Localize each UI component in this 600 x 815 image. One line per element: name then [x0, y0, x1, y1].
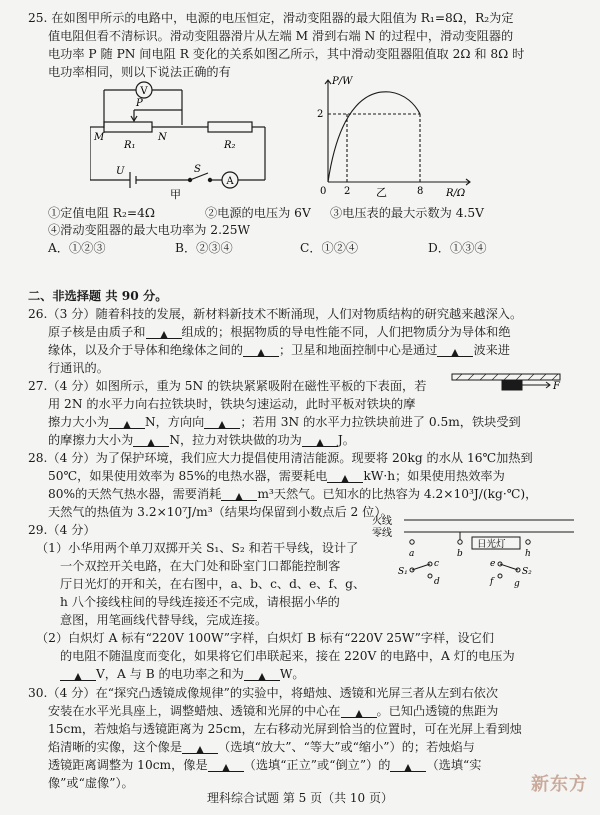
- terminal-n-label: N: [158, 132, 167, 143]
- q30-line6: 像”或“虚像”）。: [48, 776, 134, 790]
- slider-label-p: P: [136, 98, 143, 109]
- graph-origin: 0: [320, 186, 327, 197]
- q25-line3: 电功率 P 随 PN 间电阻 R 变化的关系如图乙所示，其中滑动变阻器阻值取 2Ω 和 8Ω 时: [48, 47, 525, 61]
- q25-choice-c: C．①②④: [300, 241, 359, 255]
- graph-ylabel: P/W: [332, 76, 353, 87]
- q28-line1: 28.（4 分）为了保护环境，我们应大力提倡使用清洁能源。现要将 20kg 的水从 16℃加热到: [28, 451, 533, 465]
- answer-blank[interactable]: [182, 741, 218, 754]
- answer-blank[interactable]: [302, 434, 338, 447]
- switch-s1-label: S₁: [398, 567, 408, 577]
- answer-blank[interactable]: [390, 759, 426, 772]
- q26-line4: 行通讯的。: [48, 361, 109, 375]
- q29-p1-line3: 厅日光灯的开和关，在右图中，a、b、c、d、e、f、g、: [60, 577, 366, 591]
- r2-label: R₂: [224, 140, 236, 151]
- q29-p1-line1: （1）小华用两个单刀双掷开关 S₁、S₂ 和若干导线，设计了: [36, 541, 359, 555]
- q27-line3: 擦力大小为 N，方向向 ；若用 3N 的水平力拉铁块前进了 0.5m，铁块受到: [48, 415, 521, 429]
- graph-xlabel: R/Ω: [446, 188, 466, 199]
- switch-wiring-figure: [368, 512, 578, 622]
- terminal-a[interactable]: a: [409, 549, 415, 559]
- q25-choice-d: D．①③④: [428, 241, 487, 255]
- q27-line1: 27.（4 分）如图所示，重为 5N 的铁块紧紧吸附在磁性平板的下表面，若: [28, 379, 427, 393]
- q28-line3: 80%的天然气热水器，需要消耗 m³天然气。已知水的比热容为 4.2×10³J/(kg·℃)，: [48, 487, 538, 501]
- q29-p1-line4: h 八个接线柱间的导线连接还不完成，请根据小华的: [60, 595, 340, 609]
- page-footer: 理科综合试题 第 5 页（共 10 页）: [207, 791, 393, 805]
- voltmeter-label: V: [140, 86, 148, 97]
- answer-blank[interactable]: [208, 759, 244, 772]
- q30-line2: 安装在水平光具座上，调整蜡烛、透镜和光屏的中心在 。已知凸透镜的焦距为: [48, 704, 499, 718]
- terminal-e[interactable]: e: [490, 559, 496, 569]
- answer-blank[interactable]: [327, 470, 363, 483]
- answer-blank[interactable]: [133, 434, 169, 447]
- answer-blank[interactable]: [60, 668, 96, 681]
- q26-line3: 缘体，以及介于导体和绝缘体之间的 ；卫星和地面控制中心是通过 波来进: [48, 343, 510, 357]
- q25-choice-b: B．②③④: [175, 241, 233, 255]
- q27-line4: 的摩擦力大小为 N，拉力对铁块做的功为 J。: [48, 433, 355, 447]
- terminal-c[interactable]: c: [434, 559, 440, 569]
- q25-option-4: ④滑动变阻器的最大电功率为 2.25W: [48, 223, 250, 237]
- q28-line4: 天然气的热值为 3.2×10⁷J/m³（结果均保留到小数点后 2 位）。: [48, 505, 393, 519]
- q25-line1: 25. 在如图甲所示的电路中，电源的电压恒定，滑动变阻器的最大阻值为 R₁=8Ω，R₂为定: [28, 11, 514, 25]
- q25-option-2: ②电源的电压为 6V: [205, 206, 311, 220]
- force-f-label: F: [553, 381, 560, 392]
- q29-heading: 29.（4 分）: [28, 523, 96, 537]
- q25-line2: 值电阻但看不清标识。滑动变阻器滑片从左端 M 滑到右端 N 的过程中，滑动变阻器的: [48, 29, 514, 43]
- answer-blank[interactable]: [341, 705, 377, 718]
- q29-p2-line1: （2）白炽灯 A 标有“220V 100W”字样，白炽灯 B 标有“220V 25W”字样，设它们: [36, 631, 495, 645]
- terminal-m-label: M: [94, 132, 105, 143]
- voltage-u-label: U: [116, 166, 125, 177]
- q27-line2: 用 2N 的水平力向右拉铁块时，铁块匀速运动，此时平板对铁块的摩: [48, 397, 416, 411]
- q30-line4: 焰清晰的实像，这个像是 （选填“放大”、“等大”或“缩小”）的；若烛焰与: [48, 740, 475, 754]
- answer-blank[interactable]: [109, 416, 145, 429]
- answer-blank[interactable]: [146, 326, 182, 339]
- terminal-f[interactable]: f: [490, 577, 494, 587]
- q29-p1-line2: 一个双控开关电路，在大门处和卧室门口都能控制客: [60, 559, 341, 573]
- q30-line5: 透镜距离调整为 10cm，像是 （选填“正立”或“倒立”）的 （选填“实: [48, 758, 482, 772]
- r1-label: R₁: [124, 140, 136, 151]
- answer-blank[interactable]: [221, 488, 257, 501]
- figure-yi-caption: 乙: [376, 186, 387, 199]
- q29-p2-line2: 的电阻不随温度而变化，如果将它们串联起来，接在 220V 的电路中，A 灯的电压为: [60, 649, 515, 663]
- fluorescent-lamp-label: 日光灯: [477, 539, 506, 550]
- q26-line1: 26.（3 分）随着科技的发展，新材料新技术不断涌现，人们对物质结构的研究越来越深入。: [28, 307, 523, 321]
- answer-blank[interactable]: [437, 344, 473, 357]
- section-heading: 二、非选择题 共 90 分。: [28, 289, 168, 303]
- q29-p1-line5: 意图，用笔画线代替导线，完成连接。: [60, 613, 268, 627]
- q25-line4: 电功率相同，则以下说法正确的有: [48, 65, 231, 79]
- ammeter-label: A: [226, 176, 234, 187]
- q25-choice-a: A．①②③: [48, 241, 106, 255]
- graph-ytick-2: 2: [317, 109, 324, 120]
- graph-tick-8: 8: [417, 186, 424, 197]
- q25-option-1: ①定值电阻 R₂=4Ω: [48, 206, 155, 220]
- q25-option-3: ③电压表的最大示数为 4.5V: [330, 206, 484, 220]
- terminal-d[interactable]: d: [434, 577, 440, 587]
- q28-line2: 50℃，如果使用效率为 85%的电热水器，需要耗电 kW·h；如果使用热效率为: [48, 469, 505, 483]
- figure-jia-caption: 甲: [170, 188, 181, 200]
- switch-s-label: S: [194, 164, 201, 175]
- magnetic-plate-figure: [450, 370, 570, 406]
- q30-line1: 30.（4 分）在“探究凸透镜成像规律”的实验中，将蜡烛、透镜和光屏三者从左到右依次: [28, 686, 499, 700]
- circuit-diagram-jia: [90, 80, 290, 200]
- q30-line3: 15cm，若烛焰与透镜距离为 25cm，左右移动光屏到恰当的位置时，可在光屏上看到烛: [48, 722, 522, 736]
- q29-p2-line3: V，A 与 B 的电功率之和为 W。: [60, 666, 305, 682]
- fire-wire-label: 火线: [372, 516, 392, 527]
- q26-line2: 原子核是由质子和 组成的；根据物质的导电性能不同，人们把物质分为导体和绝: [48, 325, 511, 339]
- terminal-g[interactable]: g: [514, 579, 520, 589]
- terminal-h[interactable]: h: [525, 549, 531, 559]
- answer-blank[interactable]: [204, 416, 240, 429]
- answer-blank[interactable]: [244, 668, 280, 681]
- graph-tick-2: 2: [344, 186, 351, 197]
- watermark-logo: 新东方: [531, 774, 588, 795]
- answer-blank[interactable]: [243, 344, 279, 357]
- neutral-wire-label: 零线: [372, 528, 392, 539]
- terminal-b[interactable]: b: [457, 549, 463, 559]
- power-graph-yi: [300, 72, 480, 200]
- switch-s2-label: S₂: [522, 567, 532, 577]
